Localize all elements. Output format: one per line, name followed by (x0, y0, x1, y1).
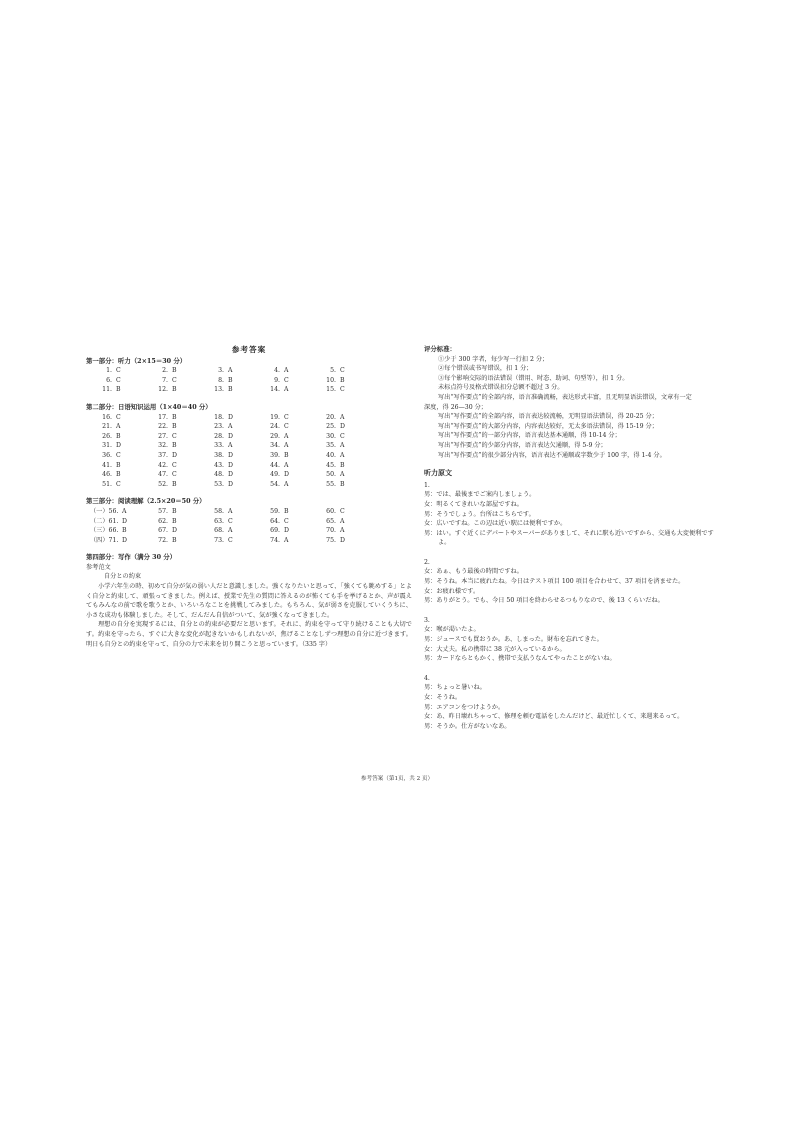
question-number: 18. (214, 413, 224, 421)
part3-answer-grid (90, 507, 412, 545)
dialogue-number: 1. (424, 481, 430, 489)
dialogue-line: 男：はい。すぐ近くにデパートやスーパーがありまして、それに駅も近いですから、交通も大変便利ですよ。 (424, 529, 714, 547)
answer-letter: B (172, 386, 177, 394)
answer-letter: A (228, 423, 233, 431)
answer-letter: B (116, 461, 121, 469)
question-number: 1. (106, 367, 112, 375)
answer-item (146, 461, 202, 471)
page-footer: 参考答案（第1页，共 2 页） (360, 776, 434, 782)
question-number: 59. (270, 507, 280, 515)
answer-letter: A (340, 451, 345, 459)
answer-item (90, 507, 146, 517)
answer-letter: D (228, 432, 233, 440)
scoring-criteria (424, 355, 714, 461)
answer-letter: C (116, 376, 121, 384)
answer-item (146, 413, 202, 423)
part1-title: 第一部分：听力（2×15＝30 分） (86, 356, 187, 365)
answer-letter: D (122, 517, 127, 525)
question-number: 64. (270, 517, 280, 525)
part3-title: 第三部分：阅读理解（2.5×20＝50 分） (86, 497, 206, 506)
question-number: 75. (326, 536, 336, 544)
answer-letter: A (284, 386, 289, 394)
dialogue-line: 女：広いですね。この辺は近い駅には便利ですか。 (424, 520, 567, 528)
question-number: 2. (162, 367, 168, 375)
question-number: 52. (158, 480, 168, 488)
question-number: 67. (158, 527, 168, 535)
scoring-criterion: 写出“写作要点”的一部分内容，语言表达基本通顺，得 10-14 分； (438, 432, 621, 440)
scoring-criterion: 未标点符号及格式错误扣分总额不超过 3 分。 (438, 384, 564, 392)
answer-item (258, 385, 314, 395)
part4-title: 第四部分：写作（满分 30 分） (86, 553, 177, 562)
scoring-criterion: 写出“写作要点”的少部分内容，语言表达欠通顺，得 5-9 分； (438, 441, 607, 449)
answer-letter: D (228, 461, 233, 469)
question-number: 43. (214, 461, 224, 469)
dialogue-line: 男：そうね。本当に疲れたね。今日はテスト項目 100 項目を合わせて、37 項目を済ませた。 (424, 578, 685, 586)
answer-item (314, 385, 370, 395)
answer-letter: A (284, 480, 289, 488)
question-number: 54. (270, 480, 280, 488)
answer-item (90, 470, 146, 480)
listening-script (424, 481, 714, 732)
answer-item (258, 376, 314, 386)
answer-letter: A (340, 413, 345, 421)
question-number: 49. (270, 471, 280, 479)
answer-item (90, 413, 146, 423)
scoring-criterion: ①少于 300 字者，每少写一行扣 2 分； (438, 355, 549, 363)
question-number: 37. (158, 451, 168, 459)
question-number: 8. (218, 376, 224, 384)
question-number: 55. (326, 480, 336, 488)
question-number: 28. (214, 432, 224, 440)
essay-paragraph: 理想の自分を実現するには、自分との約束が必要だと思います。それに、約束を守って守り続けることも大切です。約束を守ったら、すぐに大きな変化が起きないかもしれないが、焦げることなしずつ理想の自分に近づきます。明日も自分との約束を守って、自分の力で未来を切り開こうと思っています。（335 字） (86, 621, 412, 648)
answer-item (202, 451, 258, 461)
question-number: 51. (102, 480, 112, 488)
question-number: 36. (102, 451, 112, 459)
answer-letter: C (340, 507, 345, 515)
answer-letter: C (116, 367, 121, 375)
question-number: 20. (326, 413, 336, 421)
question-number: 32. (158, 442, 168, 450)
dialogue-line: 男：エアコンをつけようか。 (424, 703, 505, 711)
question-number: 60. (326, 507, 336, 515)
question-number: 14. (270, 386, 280, 394)
essay-title: 自分との約束 (104, 573, 142, 581)
answer-letter: B (172, 367, 177, 375)
question-number: 48. (214, 471, 224, 479)
answer-letter: C (340, 432, 345, 440)
answer-letter: A (284, 432, 289, 440)
answer-letter: B (116, 471, 121, 479)
answer-item (202, 480, 258, 490)
answer-item (258, 470, 314, 480)
answer-letter: C (172, 432, 177, 440)
right-column (424, 345, 714, 741)
dialogue (424, 616, 714, 664)
scoring-title: 评分标准： (424, 345, 456, 353)
answer-letter: C (284, 517, 289, 525)
answer-item (202, 526, 258, 536)
dialogue-line: 男：では、最後までご案内しましょう。 (424, 491, 536, 499)
answer-letter: D (284, 527, 289, 535)
answer-item (202, 385, 258, 395)
answer-item (258, 536, 314, 546)
dialogue-line: 女：そうね。 (424, 694, 462, 701)
dialogue-number: 3. (424, 616, 430, 624)
scoring-criterion: 写出“写作要点”的大部分内容，内容表达较好，无太多语法错误，得 15-19 分； (438, 422, 658, 430)
answer-letter: C (284, 413, 289, 421)
dialogue-line: 女：あ、昨日壊れちゃって、修理を頼む電話をしたんだけど、最近忙しくて、来週来るって。 (424, 713, 684, 721)
answer-item (202, 366, 258, 376)
question-number: 58. (214, 507, 224, 515)
answer-letter: C (172, 471, 177, 479)
answer-item (90, 461, 146, 471)
question-number: 4. (274, 367, 280, 375)
answer-letter: A (284, 461, 289, 469)
answer-letter: B (340, 376, 345, 384)
dialogue-line: 男：ありがとう。でも、今日 50 項目を終わらせるつもりなので、後 13 くらいだね。 (424, 597, 664, 605)
answer-item (314, 507, 370, 517)
answer-letter: B (122, 527, 127, 535)
answer-item (202, 507, 258, 517)
answer-item (258, 526, 314, 536)
answer-item (146, 507, 202, 517)
question-number: 6. (106, 376, 112, 384)
question-number: 46. (102, 471, 112, 479)
question-number: 17. (158, 413, 168, 421)
answer-item (90, 385, 146, 395)
answer-letter: B (172, 517, 177, 525)
dialogue-line: 女：大丈夫。私の携帯に 38 元が入っているから。 (424, 645, 566, 653)
answer-letter: C (284, 376, 289, 384)
question-number: 70. (326, 527, 336, 535)
answer-item (90, 441, 146, 451)
answer-item (146, 536, 202, 546)
answer-letter: A (228, 442, 233, 450)
question-number: 63. (214, 517, 224, 525)
answer-letter: B (116, 432, 121, 440)
answer-item (202, 432, 258, 442)
answer-letter: A (228, 507, 233, 515)
answer-letter: B (284, 451, 289, 459)
answer-letter: B (172, 507, 177, 515)
question-number: 45. (326, 461, 336, 469)
answer-letter: D (228, 413, 233, 421)
question-number: 19. (270, 413, 280, 421)
answer-letter: A (116, 423, 121, 431)
question-number: 22. (158, 423, 168, 431)
question-number: 9. (274, 376, 280, 384)
answer-item (146, 376, 202, 386)
scoring-criterion: 写出“写作要点”的全部内容，语言表达较流畅，无明显语法错误，得 20-25 分； (438, 413, 658, 421)
question-number: 68. (214, 527, 224, 535)
scoring-criterion: 写出“写作要点”的很少部分内容，语言表达不通顺或字数少于 100 字，得 1-4 分。 (438, 451, 666, 459)
answer-letter: A (340, 527, 345, 535)
answer-letter: C (116, 413, 121, 421)
question-number: 16. (102, 413, 112, 421)
question-number: 38. (214, 451, 224, 459)
question-number: 74. (270, 536, 280, 544)
question-number: 29. (270, 432, 280, 440)
question-number: 3. (218, 367, 224, 375)
question-number: 39. (270, 451, 280, 459)
question-number: 72. (158, 536, 168, 544)
dialogue (424, 481, 714, 548)
answer-item (202, 536, 258, 546)
scoring-criterion: ②每个错误或书写错误，扣 1 分； (438, 365, 533, 373)
question-number: 62. (158, 517, 168, 525)
answer-letter: A (228, 527, 233, 535)
answer-item (146, 366, 202, 376)
answer-item (258, 461, 314, 471)
answer-item (146, 470, 202, 480)
answer-item (146, 451, 202, 461)
answer-letter: B (172, 536, 177, 544)
dialogue-line: 女：明るくてきれいな部屋ですね。 (424, 500, 523, 508)
dialogue-number: 2. (424, 558, 430, 566)
question-number: 33. (214, 442, 224, 450)
question-number: 27. (158, 432, 168, 440)
dialogue-line: 男：そうでしょう。台所はこちらです。 (424, 510, 535, 518)
question-number: 24. (270, 423, 280, 431)
sample-essay-label: 参考范文 (86, 563, 111, 571)
question-number: 23. (214, 423, 224, 431)
answer-item (258, 517, 314, 527)
answer-item (314, 461, 370, 471)
scoring-criterion: 写出“写作要点”的全部内容，语言准确流畅，表达形式丰富，且无明显语法错误，文章有一定 (438, 393, 692, 401)
scoring-criterion: ③每个影响交际的语法错误（错用、时态、助词、句型等），扣 1 分。 (438, 374, 629, 382)
part2-answer-grid (90, 413, 412, 490)
answer-item (258, 366, 314, 376)
answer-item (146, 441, 202, 451)
answer-item (202, 517, 258, 527)
question-number: 30. (326, 432, 336, 440)
question-number: （四）71. (90, 536, 119, 544)
answer-item (314, 526, 370, 536)
answer-item (146, 517, 202, 527)
question-number: 47. (158, 471, 168, 479)
answer-letter: D (228, 480, 233, 488)
question-number: 40. (326, 451, 336, 459)
question-number: （二）61. (90, 517, 119, 525)
answer-letter: A (122, 507, 127, 515)
dialogue-number: 4. (424, 674, 430, 682)
answer-item (314, 422, 370, 432)
answer-item (202, 441, 258, 451)
answer-letter: D (122, 536, 127, 544)
answer-letter: B (284, 507, 289, 515)
dialogue-line: 女：喉が渇いたよ。 (424, 626, 480, 634)
answer-item (314, 413, 370, 423)
answer-item (90, 422, 146, 432)
answer-letter: C (172, 376, 177, 384)
answer-letter: D (116, 442, 121, 450)
question-number: 7. (162, 376, 168, 384)
answer-letter: A (340, 442, 345, 450)
answer-item (314, 536, 370, 546)
answer-item (258, 451, 314, 461)
answer-letter: B (172, 442, 177, 450)
dialogue-line: 女：あぁ、もう最後の時間ですね。 (424, 568, 523, 576)
answer-item (202, 470, 258, 480)
answer-item (146, 422, 202, 432)
answer-letter: A (340, 471, 345, 479)
question-number: （一）56. (90, 507, 119, 515)
question-number: 21. (102, 423, 112, 431)
question-number: 25. (326, 423, 336, 431)
question-number: 73. (214, 536, 224, 544)
dialogue-line: 男：そうか。仕方がないなあ。 (424, 722, 511, 730)
question-number: 41. (102, 461, 112, 469)
answer-letter: D (172, 527, 177, 535)
answer-letter: A (284, 536, 289, 544)
answer-letter: B (172, 423, 177, 431)
answer-letter: D (340, 423, 345, 431)
dialogue-line: 男：ちょっと暑いね。 (424, 684, 486, 692)
answer-letter: B (340, 461, 345, 469)
answer-item (90, 480, 146, 490)
answer-item (314, 480, 370, 490)
answer-letter: D (340, 536, 345, 544)
question-number: 34. (270, 442, 280, 450)
dialogue-line: 男：カードならともかく、携帯で支払うなんてやったことがないね。 (424, 655, 616, 663)
answer-letter: C (228, 517, 233, 525)
answer-item (90, 432, 146, 442)
question-number: 26. (102, 432, 112, 440)
listening-title: 听力原文 (424, 468, 452, 478)
answer-letter: A (340, 517, 345, 525)
question-number: 31. (102, 442, 112, 450)
question-number: 15. (326, 386, 336, 394)
answer-item (90, 517, 146, 527)
dialogue-line: 男：ジュースでも買おうか。あ、しまった。財布を忘れてきた。 (424, 636, 603, 644)
answer-letter: B (172, 413, 177, 421)
answer-item (202, 376, 258, 386)
question-number: 65. (326, 517, 336, 525)
answer-letter: A (284, 367, 289, 375)
answer-item (258, 507, 314, 517)
answer-letter: C (116, 451, 121, 459)
left-column (86, 345, 412, 649)
question-number: 11. (102, 386, 112, 394)
answer-letter: C (340, 367, 345, 375)
answer-letter: D (172, 451, 177, 459)
answer-item (146, 385, 202, 395)
part1-answer-grid (90, 366, 412, 395)
answer-item (314, 470, 370, 480)
answer-letter: B (340, 480, 345, 488)
dialogue (424, 558, 714, 606)
answer-letter: A (228, 367, 233, 375)
dialogue-line: 女：お疲れ様です。 (424, 587, 480, 595)
answer-item (314, 376, 370, 386)
answer-letter: C (228, 536, 233, 544)
answer-letter: B (228, 386, 233, 394)
answer-letter: B (228, 376, 233, 384)
answer-item (314, 441, 370, 451)
answer-letter: A (284, 442, 289, 450)
answer-item (90, 451, 146, 461)
answer-item (202, 413, 258, 423)
answer-item (146, 432, 202, 442)
answer-item (258, 441, 314, 451)
answer-item (146, 526, 202, 536)
part2-title: 第二部分：日语知识运用（1×40＝40 分） (86, 402, 212, 411)
answer-letter: C (172, 461, 177, 469)
answer-item (90, 536, 146, 546)
scoring-criterion: 深度，得 26—30 分； (424, 403, 487, 411)
question-number: 57. (158, 507, 168, 515)
answer-item (314, 517, 370, 527)
question-number: 53. (214, 480, 224, 488)
answer-item (202, 422, 258, 432)
question-number: 44. (270, 461, 280, 469)
essay-paragraph: 小学六年生の時、初めて自分が気の弱い人だと意識しました。強くなりたいと思って、「強くても眺めする」とよく自分と約束して、頑張ってきました。例えば、授業で先生の質問に答えるのが怖くても手を挙げるとか、声が震えてもみんなの前で歌を歌うとか、いろいろなことを挑戦してみました。もちろん、気が弱さを克服していくうちに、小さな成功も体験しました。そして、だんだん自信がついて、気が強くなってきました。 (86, 583, 412, 619)
answer-item (258, 413, 314, 423)
question-number: （三）66. (90, 527, 119, 535)
page-title: 参考答案 (231, 345, 267, 354)
answer-item (258, 432, 314, 442)
answer-letter: D (284, 471, 289, 479)
question-number: 10. (326, 376, 336, 384)
answer-letter: C (284, 423, 289, 431)
answer-letter: B (172, 480, 177, 488)
answer-item (90, 376, 146, 386)
question-number: 12. (158, 386, 168, 394)
answer-letter: B (116, 386, 121, 394)
question-number: 5. (330, 367, 336, 375)
answer-letter: D (228, 471, 233, 479)
question-number: 69. (270, 527, 280, 535)
answer-item (314, 451, 370, 461)
answer-item (90, 526, 146, 536)
answer-letter: C (340, 386, 345, 394)
question-number: 50. (326, 471, 336, 479)
answer-item (258, 480, 314, 490)
question-number: 35. (326, 442, 336, 450)
answer-letter: D (228, 451, 233, 459)
question-number: 13. (214, 386, 224, 394)
answer-letter: C (116, 480, 121, 488)
question-number: 42. (158, 461, 168, 469)
answer-item (146, 480, 202, 490)
dialogue (424, 674, 714, 732)
answer-item (314, 366, 370, 376)
answer-item (314, 432, 370, 442)
answer-item (202, 461, 258, 471)
answer-item (258, 422, 314, 432)
answer-item (90, 366, 146, 376)
